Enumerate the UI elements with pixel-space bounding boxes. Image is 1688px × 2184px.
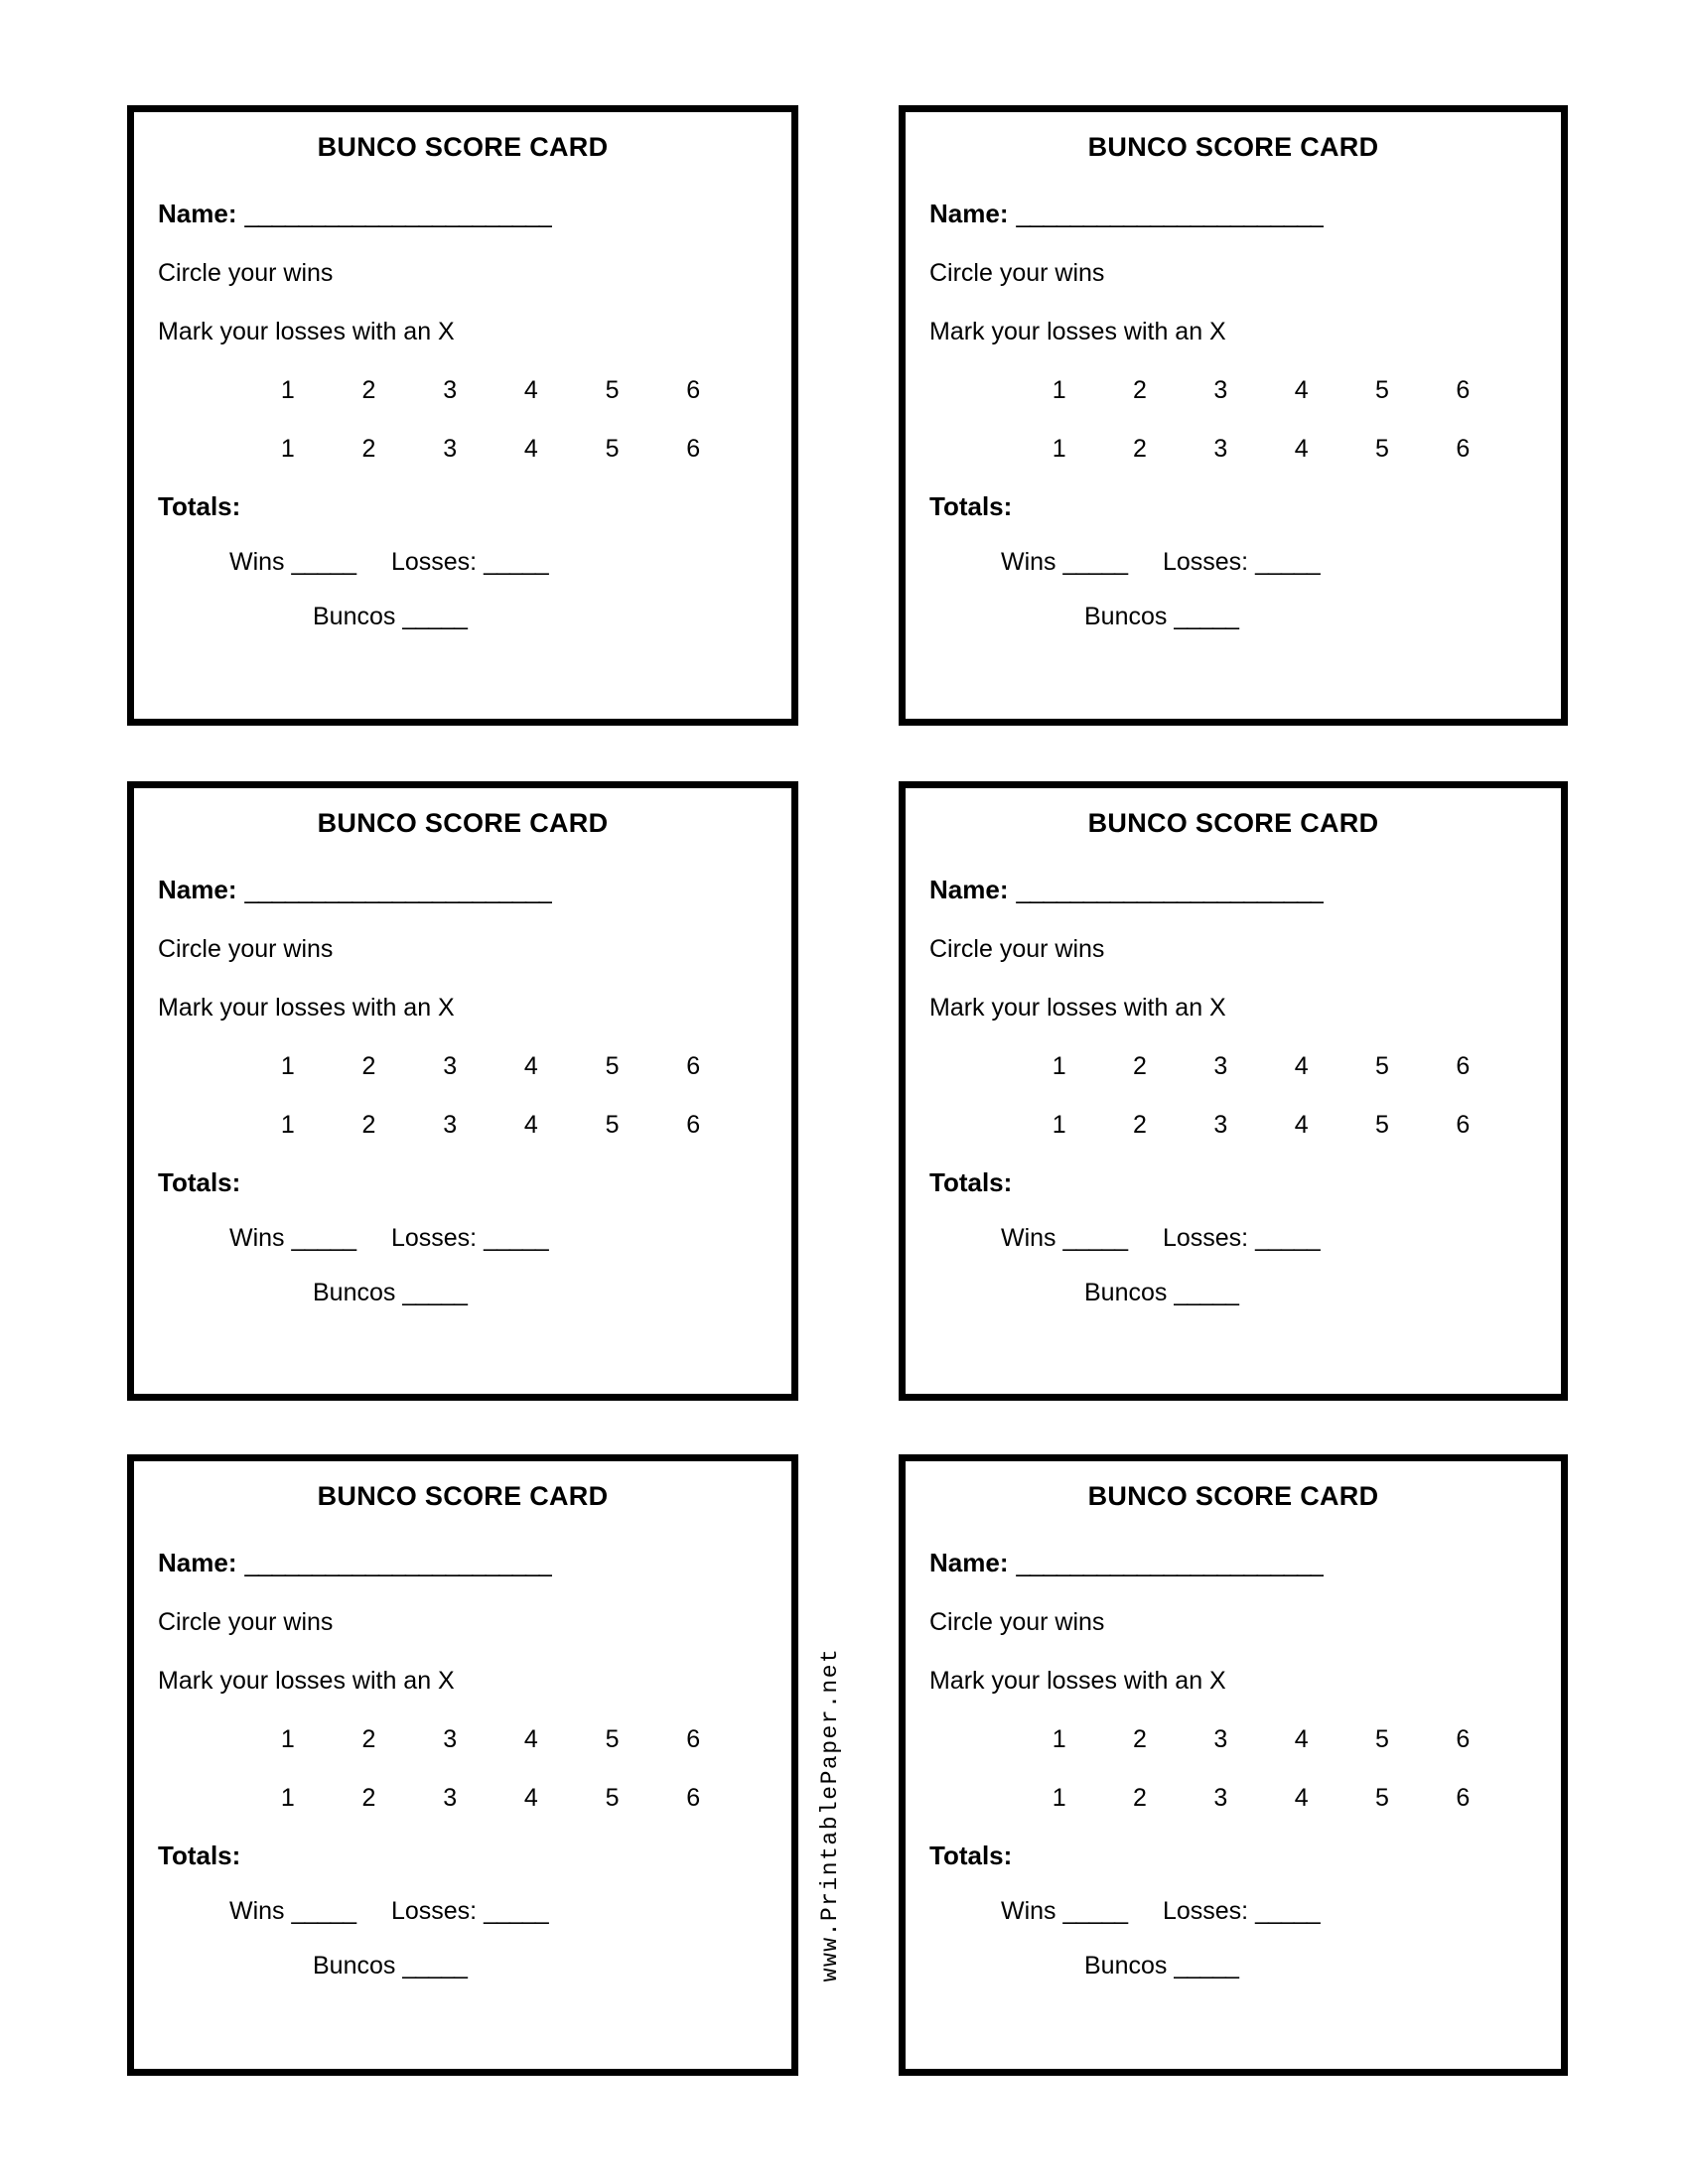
score-number[interactable]: 1 [1052,1784,1066,1812]
score-number[interactable]: 6 [686,1052,701,1080]
instruction-mark-losses: Mark your losses with an X [158,994,455,1022]
score-number[interactable]: 6 [686,376,701,404]
instruction-mark-losses: Mark your losses with an X [158,1667,455,1695]
losses-write-in-line[interactable]: _____ [484,1897,548,1925]
score-number[interactable]: 4 [1294,376,1309,404]
losses-label: Losses: [390,1224,478,1252]
score-number-row-2 [134,1111,791,1140]
name-field-row [134,199,791,229]
bunco-score-card [127,781,798,1401]
buncos-row [134,1952,791,1980]
score-number[interactable]: 6 [686,1784,701,1812]
score-number[interactable]: 2 [1133,435,1147,463]
score-number-row-2 [134,435,791,464]
card-title: BUNCO SCORE CARD [317,132,609,162]
name-write-in-line[interactable]: _______________________ [1016,875,1325,904]
score-number[interactable]: 5 [605,1111,620,1139]
score-number[interactable]: 2 [361,1111,376,1139]
score-number[interactable]: 2 [1133,376,1147,404]
score-number[interactable]: 2 [1133,1784,1147,1812]
name-field-row [906,1548,1561,1578]
score-number[interactable]: 1 [1052,1725,1066,1753]
score-number[interactable]: 6 [686,435,701,463]
score-number[interactable]: 3 [1213,1784,1228,1812]
instruction-mark-losses: Mark your losses with an X [929,1667,1226,1695]
wins-label: Wins [1001,1897,1056,1925]
score-number-row-2 [906,1111,1561,1140]
score-number[interactable]: 1 [280,376,295,404]
instruction-circle-wins: Circle your wins [158,1608,334,1636]
totals-label: Totals: [929,1167,1013,1197]
totals-label: Totals: [158,491,241,521]
name-label: Name: [929,875,1009,904]
buncos-row [134,603,791,631]
wins-write-in-line[interactable]: _____ [1062,1224,1128,1252]
bunco-score-card [899,105,1568,726]
buncos-write-in-line[interactable]: _____ [1174,1952,1238,1979]
wins-write-in-line[interactable]: _____ [1062,548,1128,576]
wins-losses-row [134,548,791,577]
bunco-score-card [127,105,798,726]
score-number[interactable]: 5 [605,1725,620,1753]
wins-write-in-line[interactable]: _____ [291,548,356,576]
wins-losses-row [134,1224,791,1253]
name-label: Name: [929,1548,1009,1577]
score-number[interactable]: 2 [361,1052,376,1080]
buncos-label: Buncos [313,1279,396,1306]
wins-label: Wins [229,548,285,576]
wins-losses-row [906,1897,1561,1926]
wins-label: Wins [1001,1224,1056,1252]
buncos-row [906,1952,1561,1980]
wins-label: Wins [1001,548,1056,576]
bunco-score-card [127,1454,798,2076]
card-content [134,808,791,1414]
score-number[interactable]: 3 [443,1725,458,1753]
score-number[interactable]: 1 [1052,435,1066,463]
score-number[interactable]: 6 [686,1725,701,1753]
card-title: BUNCO SCORE CARD [317,1481,609,1511]
score-number[interactable]: 6 [1456,376,1471,404]
score-number[interactable]: 6 [1456,1052,1471,1080]
buncos-write-in-line[interactable]: _____ [402,1279,467,1306]
losses-label: Losses: [1162,1224,1249,1252]
score-number[interactable]: 2 [1133,1111,1147,1139]
totals-label: Totals: [158,1167,241,1197]
score-number-row-1 [906,1052,1561,1081]
name-field-row [134,1548,791,1578]
site-watermark: www.PrintablePaper.net [817,1647,843,1982]
wins-write-in-line[interactable]: _____ [291,1224,356,1252]
card-content [906,1481,1561,2089]
name-label: Name: [158,875,237,904]
wins-write-in-line[interactable]: _____ [1062,1897,1128,1925]
score-number[interactable]: 5 [1375,376,1389,404]
score-number[interactable]: 3 [1213,1725,1228,1753]
score-number[interactable]: 4 [1294,435,1309,463]
buncos-row [134,1279,791,1307]
card-content [134,1481,791,2089]
score-number[interactable]: 5 [1375,1784,1389,1812]
card-title: BUNCO SCORE CARD [317,808,609,838]
card-title: BUNCO SCORE CARD [1087,1481,1379,1511]
bunco-score-card [899,1454,1568,2076]
losses-write-in-line[interactable]: _____ [1255,1224,1320,1252]
name-field-row [906,199,1561,229]
score-number[interactable]: 5 [605,1052,620,1080]
wins-losses-row [134,1897,791,1926]
score-number[interactable]: 4 [1294,1784,1309,1812]
card-title: BUNCO SCORE CARD [1087,808,1379,838]
wins-label: Wins [229,1224,285,1252]
losses-label: Losses: [390,548,478,576]
buncos-label: Buncos [1084,1952,1168,1979]
score-number[interactable]: 3 [1213,1052,1228,1080]
score-number[interactable]: 5 [605,435,620,463]
score-number[interactable]: 2 [361,1784,376,1812]
score-number[interactable]: 6 [686,1111,701,1139]
score-number[interactable]: 4 [523,1111,538,1139]
score-number[interactable]: 1 [280,1052,295,1080]
instruction-mark-losses: Mark your losses with an X [158,318,455,345]
wins-losses-row [906,548,1561,577]
buncos-label: Buncos [313,1952,396,1979]
buncos-write-in-line[interactable]: _____ [402,1952,467,1979]
score-number-row-1 [906,376,1561,405]
score-number-row-1 [134,1725,791,1754]
score-number[interactable]: 2 [361,376,376,404]
score-number[interactable]: 3 [443,1111,458,1139]
card-content [906,132,1561,739]
score-number[interactable]: 4 [1294,1111,1309,1139]
score-number[interactable]: 2 [1133,1725,1147,1753]
score-number[interactable]: 6 [1456,1784,1471,1812]
losses-label: Losses: [1162,548,1249,576]
buncos-write-in-line[interactable]: _____ [1174,1279,1238,1306]
score-number[interactable]: 5 [1375,1111,1389,1139]
score-number[interactable]: 4 [523,1052,538,1080]
score-number[interactable]: 3 [1213,376,1228,404]
losses-label: Losses: [1162,1897,1249,1925]
losses-write-in-line[interactable]: _____ [1255,1897,1320,1925]
score-number[interactable]: 1 [1052,1111,1066,1139]
score-number[interactable]: 5 [605,376,620,404]
wins-write-in-line[interactable]: _____ [291,1897,356,1925]
score-number[interactable]: 1 [280,1111,295,1139]
name-write-in-line[interactable]: _______________________ [1016,199,1325,228]
buncos-label: Buncos [1084,603,1168,630]
score-number[interactable]: 4 [1294,1052,1309,1080]
losses-label: Losses: [390,1897,478,1925]
totals-label: Totals: [158,1841,241,1870]
score-number[interactable]: 3 [1213,1111,1228,1139]
score-number[interactable]: 3 [443,1052,458,1080]
buncos-label: Buncos [313,603,396,630]
score-number-row-1 [134,376,791,405]
score-number[interactable]: 4 [523,1725,538,1753]
score-number[interactable]: 3 [443,435,458,463]
score-number[interactable]: 4 [523,1784,538,1812]
score-number[interactable]: 4 [523,435,538,463]
card-content [134,132,791,739]
score-number[interactable]: 4 [1294,1725,1309,1753]
instruction-circle-wins: Circle your wins [929,259,1105,287]
name-label: Name: [158,1548,237,1577]
score-number-row-1 [134,1052,791,1081]
score-number[interactable]: 6 [1456,1725,1471,1753]
score-number[interactable]: 1 [1052,376,1066,404]
name-field-row [906,875,1561,905]
score-number[interactable]: 5 [1375,1052,1389,1080]
score-number[interactable]: 5 [1375,1725,1389,1753]
score-number[interactable]: 2 [361,1725,376,1753]
score-number-row-2 [134,1784,791,1813]
card-title: BUNCO SCORE CARD [1087,132,1379,162]
score-number[interactable]: 1 [280,1784,295,1812]
instruction-circle-wins: Circle your wins [929,1608,1105,1636]
name-label: Name: [929,199,1009,228]
score-number[interactable]: 2 [1133,1052,1147,1080]
score-number[interactable]: 1 [280,1725,295,1753]
score-number-row-1 [906,1725,1561,1754]
losses-write-in-line[interactable]: _____ [484,548,548,576]
wins-label: Wins [229,1897,285,1925]
name-write-in-line[interactable]: _______________________ [244,1548,553,1577]
score-number-row-2 [906,1784,1561,1813]
score-number-row-2 [906,435,1561,464]
totals-label: Totals: [929,491,1013,521]
card-content [906,808,1561,1414]
score-number[interactable]: 5 [1375,435,1389,463]
score-number[interactable]: 3 [443,1784,458,1812]
score-number[interactable]: 6 [1456,435,1471,463]
buncos-write-in-line[interactable]: _____ [1174,603,1238,630]
score-number[interactable]: 1 [1052,1052,1066,1080]
score-number[interactable]: 6 [1456,1111,1471,1139]
buncos-label: Buncos [1084,1279,1168,1306]
totals-label: Totals: [929,1841,1013,1870]
instruction-circle-wins: Circle your wins [158,259,334,287]
name-write-in-line[interactable]: _______________________ [1016,1548,1325,1577]
name-label: Name: [158,199,237,228]
score-number[interactable]: 1 [280,435,295,463]
score-number[interactable]: 2 [361,435,376,463]
bunco-score-card [899,781,1568,1401]
score-number[interactable]: 3 [1213,435,1228,463]
name-field-row [134,875,791,905]
score-number[interactable]: 5 [605,1784,620,1812]
score-number[interactable]: 3 [443,376,458,404]
losses-write-in-line[interactable]: _____ [1255,548,1320,576]
instruction-mark-losses: Mark your losses with an X [929,994,1226,1022]
wins-losses-row [906,1224,1561,1253]
name-write-in-line[interactable]: _______________________ [244,875,553,904]
score-number[interactable]: 4 [523,376,538,404]
buncos-write-in-line[interactable]: _____ [402,603,467,630]
name-write-in-line[interactable]: _______________________ [244,199,553,228]
instruction-circle-wins: Circle your wins [929,935,1105,963]
buncos-row [906,1279,1561,1307]
losses-write-in-line[interactable]: _____ [484,1224,548,1252]
instruction-mark-losses: Mark your losses with an X [929,318,1226,345]
instruction-circle-wins: Circle your wins [158,935,334,963]
buncos-row [906,603,1561,631]
